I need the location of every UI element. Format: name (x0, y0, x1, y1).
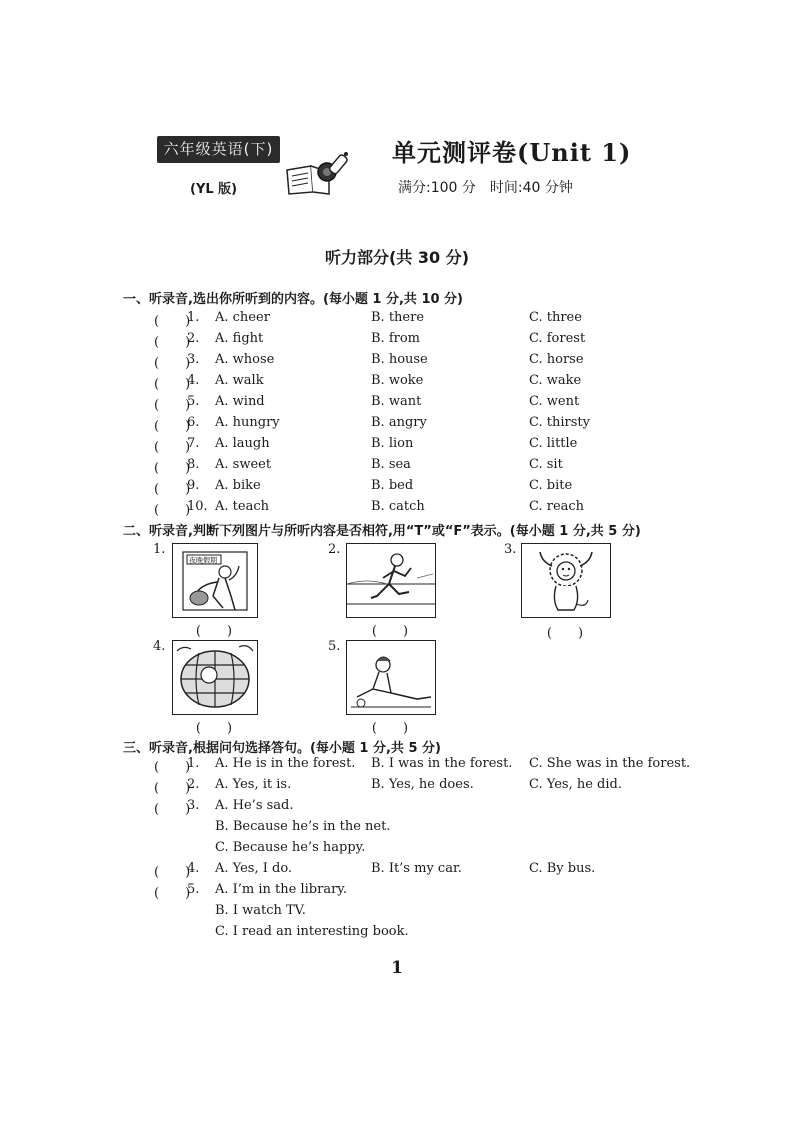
picture-1-man-with-bag (172, 543, 258, 618)
option-a: A. He is in the forest. (215, 756, 356, 771)
picture-2-running-boy (346, 543, 436, 618)
section-title: 听力部分(共 30 分) (324, 248, 470, 267)
part3-question-1 (0, 756, 794, 776)
option-c: C. reach (529, 499, 585, 514)
option-a: A. cheer (215, 310, 270, 325)
grade-badge: 六年级英语(下) (157, 136, 280, 163)
answer-blank[interactable]: ( ) (154, 865, 191, 880)
question-number: 8. (187, 457, 200, 472)
picture-1-answer-blank[interactable]: ( ) (195, 624, 233, 639)
answer-blank[interactable]: ( ) (154, 419, 191, 434)
option-b: B. lion (371, 436, 414, 451)
option-c: C. forest (529, 331, 586, 346)
option-b: B. want (371, 394, 422, 409)
question-number: 5. (187, 394, 200, 409)
part3-question-3-option-c-row (0, 840, 794, 860)
option-c: C. By bus. (529, 861, 596, 876)
option-c: C. Because he’s happy. (215, 840, 366, 855)
part3-question-3 (0, 798, 794, 818)
option-c: C. I read an interesting book. (215, 924, 409, 939)
option-a: A. sweet (215, 457, 272, 472)
picture-number: 3. (504, 542, 517, 557)
part3-question-5-option-b-row (0, 903, 794, 923)
option-a: A. fight (215, 331, 264, 346)
part1-question-4 (0, 373, 794, 393)
option-b: B. woke (371, 373, 424, 388)
option-b: B. sea (371, 457, 411, 472)
option-c: C. sit (529, 457, 563, 472)
part1-question-7 (0, 436, 794, 456)
answer-blank[interactable]: ( ) (154, 398, 191, 413)
picture-5-answer-blank[interactable]: ( ) (371, 721, 409, 736)
part1-title: 一、听录音,选出你所听到的内容。(每小题 1 分,共 10 分) (123, 292, 463, 307)
part3-question-2 (0, 777, 794, 797)
option-c: C. Yes, he did. (529, 777, 622, 792)
question-number: 9. (187, 478, 200, 493)
score-time-info: 满分:100 分 时间:40 分钟 (398, 180, 573, 196)
answer-blank[interactable]: ( ) (154, 377, 191, 392)
edition-label: (YL 版) (190, 182, 238, 197)
part3-question-3-option-b-row (0, 819, 794, 839)
part1-question-1 (0, 310, 794, 330)
option-c: C. bite (529, 478, 573, 493)
option-b: B. I was in the forest. (371, 756, 513, 771)
option-c: C. went (529, 394, 580, 409)
exam-title: 单元测评卷(Unit 1) (392, 138, 632, 167)
picture-number: 1. (153, 542, 166, 557)
question-number: 1. (187, 756, 200, 771)
option-c: C. three (529, 310, 582, 325)
option-a: A. laugh (215, 436, 270, 451)
part1-question-10 (0, 499, 794, 519)
option-a: A. He’s sad. (215, 798, 294, 813)
option-b: B. I watch TV. (215, 903, 306, 918)
picture-number: 4. (153, 639, 166, 654)
part1-question-5 (0, 394, 794, 414)
picture-number: 5. (328, 639, 341, 654)
answer-blank[interactable]: ( ) (154, 760, 191, 775)
question-number: 2. (187, 777, 200, 792)
picture-5-girl-sitting (346, 640, 436, 715)
option-a: A. Yes, it is. (215, 777, 292, 792)
option-a: A. teach (215, 499, 269, 514)
option-b: B. catch (371, 499, 425, 514)
part3-question-5 (0, 882, 794, 902)
option-c: C. She was in the forest. (529, 756, 691, 771)
picture-3-answer-blank[interactable]: ( ) (546, 626, 584, 641)
option-c: C. thirsty (529, 415, 590, 430)
option-a: A. I’m in the library. (215, 882, 348, 897)
part1-question-2 (0, 331, 794, 351)
option-b: B. It’s my car. (371, 861, 462, 876)
question-number: 5. (187, 882, 200, 897)
answer-blank[interactable]: ( ) (154, 503, 191, 518)
picture-4-lion-in-net (172, 640, 258, 715)
option-b: B. from (371, 331, 420, 346)
option-b: B. house (371, 352, 428, 367)
option-c: C. wake (529, 373, 582, 388)
option-b: B. angry (371, 415, 427, 430)
question-number: 4. (187, 373, 200, 388)
page-number: 1 (391, 958, 403, 978)
question-number: 3. (187, 798, 200, 813)
answer-blank[interactable]: ( ) (154, 886, 191, 901)
answer-blank[interactable]: ( ) (154, 802, 191, 817)
picture-3-angry-lion (521, 543, 611, 618)
option-a: A. Yes, I do. (215, 861, 293, 876)
part3-question-4 (0, 861, 794, 881)
option-b: B. Because he’s in the net. (215, 819, 391, 834)
option-b: B. bed (371, 478, 414, 493)
question-number: 2. (187, 331, 200, 346)
question-number: 7. (187, 436, 200, 451)
part1-question-9 (0, 478, 794, 498)
answer-blank[interactable]: ( ) (154, 461, 191, 476)
book-magnifier-icon (283, 148, 353, 198)
part1-question-8 (0, 457, 794, 477)
option-c: C. little (529, 436, 578, 451)
question-number: 10. (187, 499, 208, 514)
part1-question-3 (0, 352, 794, 372)
option-a: A. whose (215, 352, 275, 367)
option-a: A. walk (215, 373, 264, 388)
answer-blank[interactable]: ( ) (154, 781, 191, 796)
picture-4-answer-blank[interactable]: ( ) (195, 721, 233, 736)
answer-blank[interactable]: ( ) (154, 314, 191, 329)
part3-question-5-option-c-row (0, 924, 794, 944)
picture-1-sign-text: 夜晚假期 (189, 556, 217, 565)
question-number: 6. (187, 415, 200, 430)
option-b: B. there (371, 310, 425, 325)
question-number: 1. (187, 310, 200, 325)
part2-title: 二、听录音,判断下列图片与所听内容是否相符,用“T”或“F”表示。(每小题 1 分,共 5 分) (123, 524, 641, 539)
answer-blank[interactable]: ( ) (154, 335, 191, 350)
option-b: B. Yes, he does. (371, 777, 474, 792)
picture-2-answer-blank[interactable]: ( ) (371, 624, 409, 639)
question-number: 3. (187, 352, 200, 367)
option-a: A. hungry (215, 415, 280, 430)
answer-blank[interactable]: ( ) (154, 440, 191, 455)
part1-question-6 (0, 415, 794, 435)
answer-blank[interactable]: ( ) (154, 356, 191, 371)
option-a: A. bike (215, 478, 261, 493)
question-number: 4. (187, 861, 200, 876)
option-a: A. wind (215, 394, 265, 409)
option-c: C. horse (529, 352, 584, 367)
part3-title: 三、听录音,根据问句选择答句。(每小题 1 分,共 5 分) (123, 741, 441, 756)
picture-number: 2. (328, 542, 341, 557)
answer-blank[interactable]: ( ) (154, 482, 191, 497)
